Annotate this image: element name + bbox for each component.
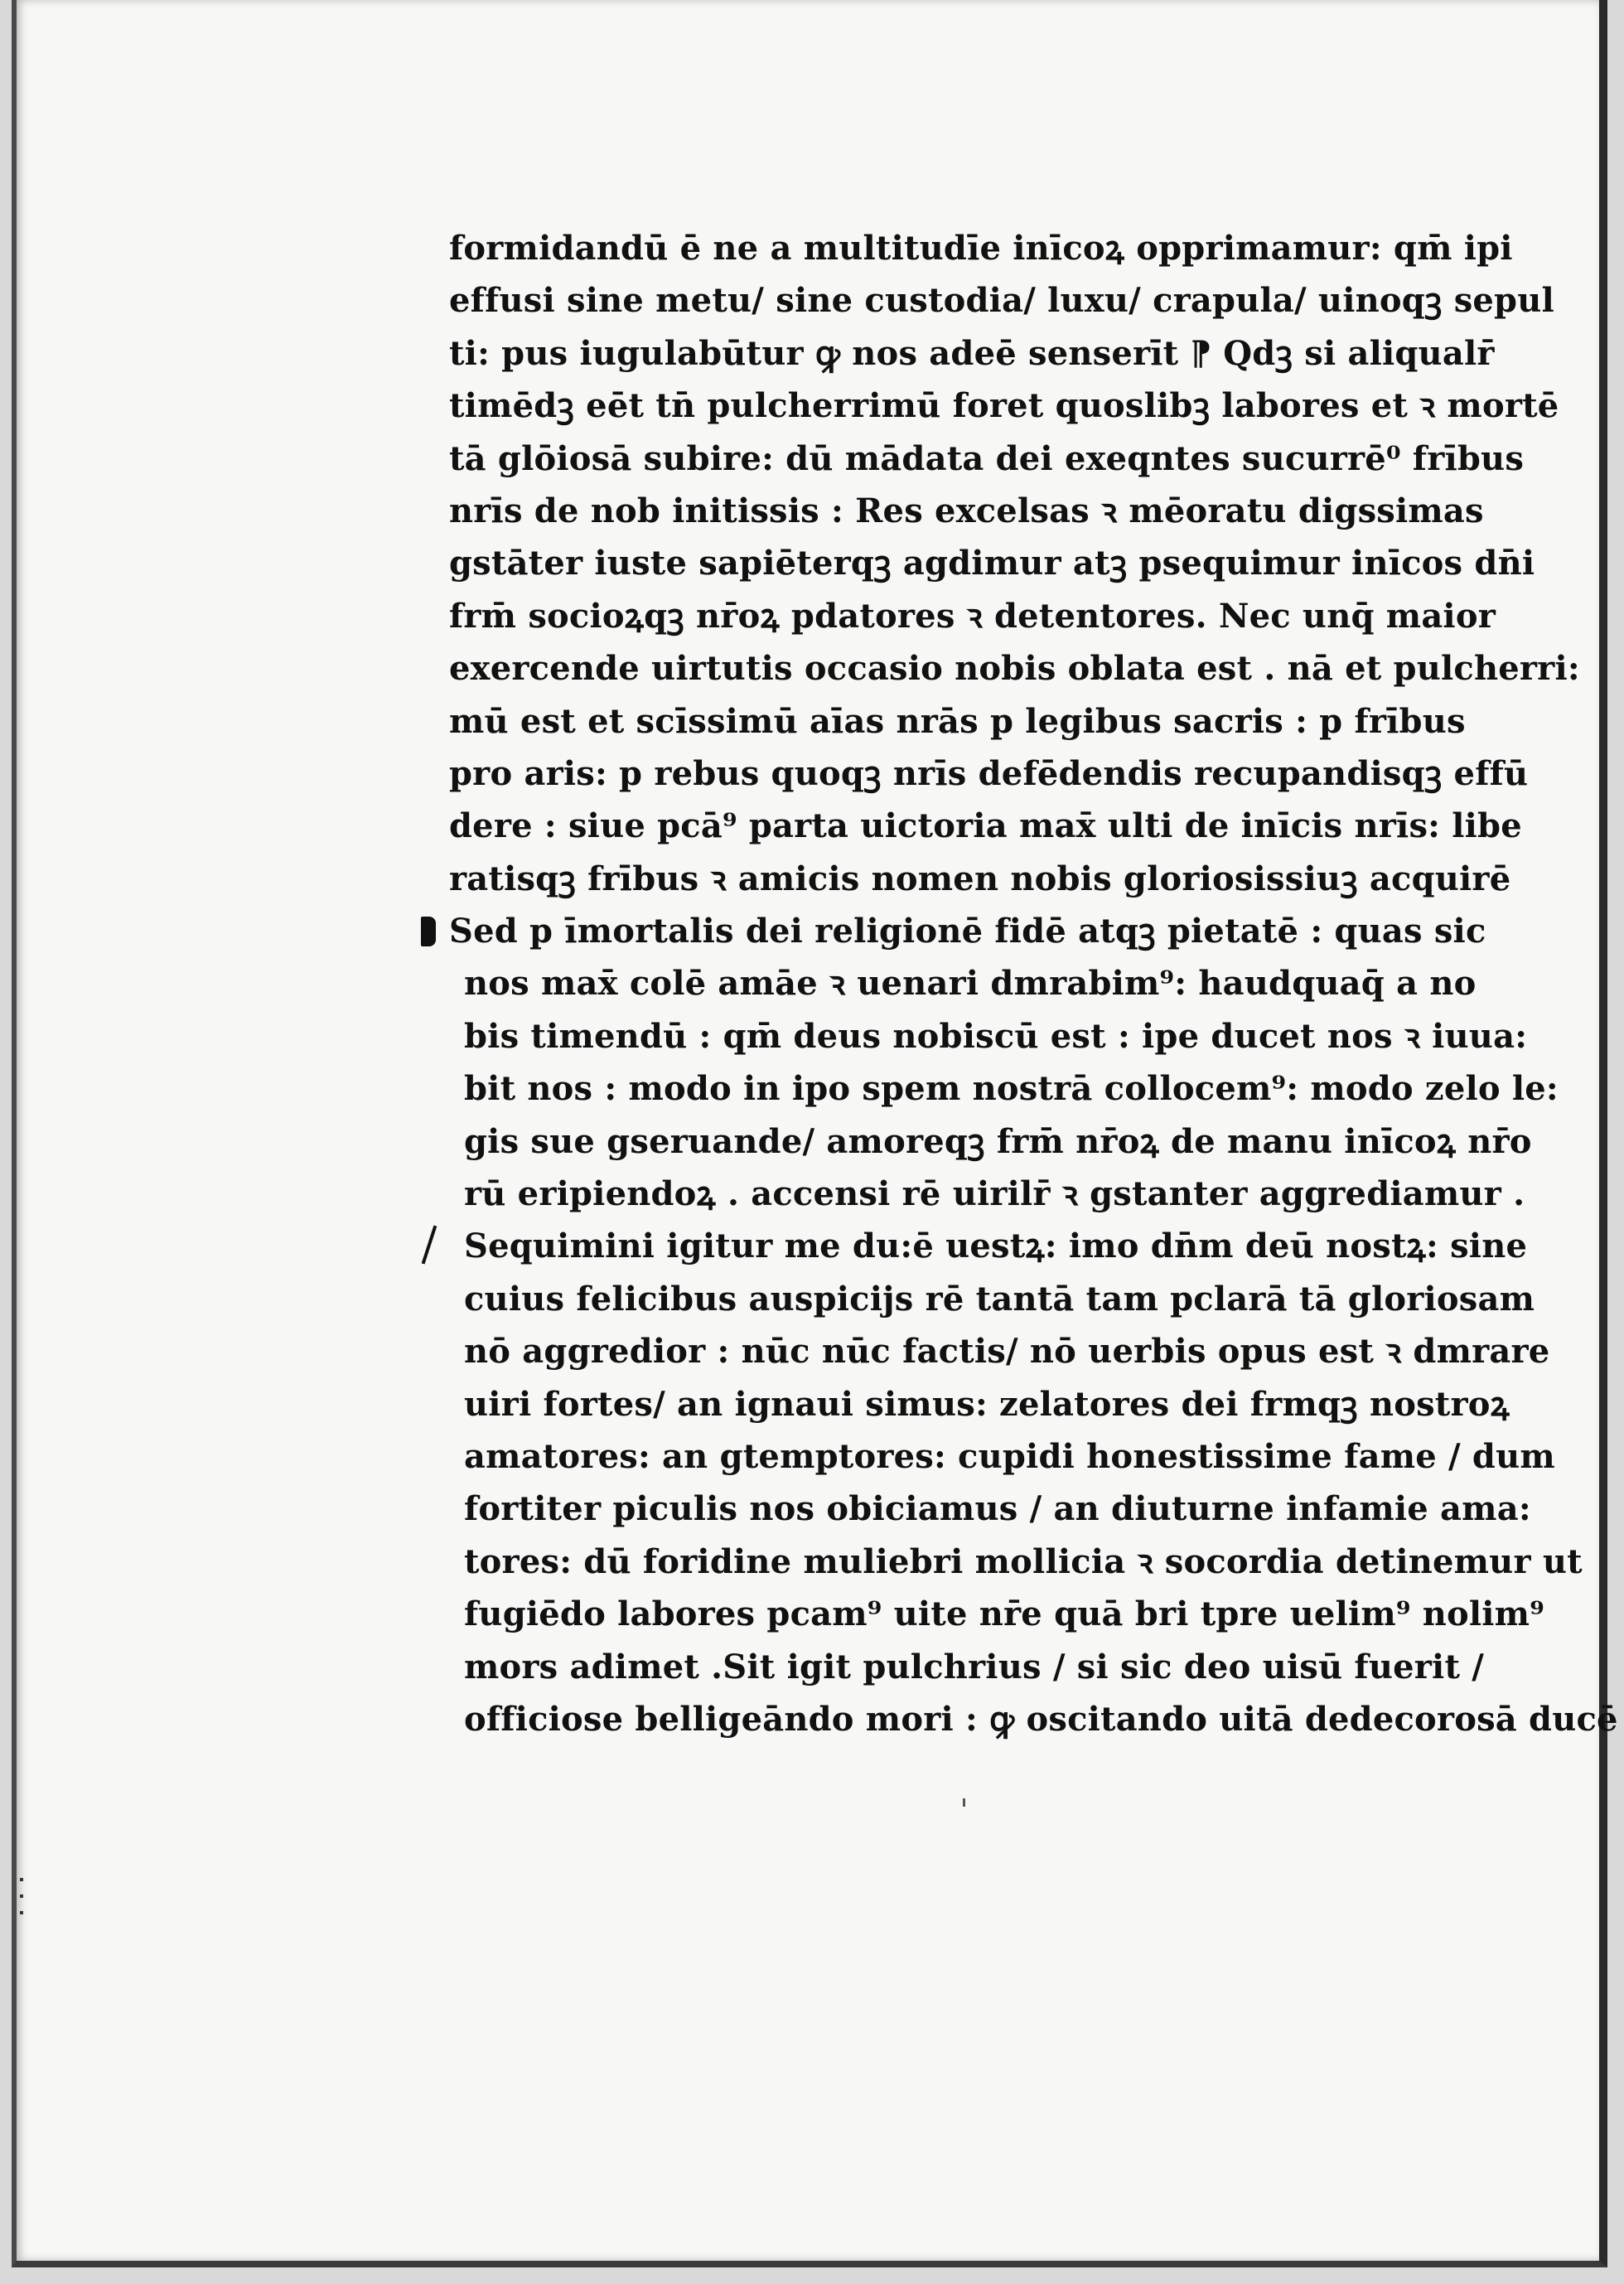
text-line: nrīs de nob initissis : Res excelsas ꝛ mēoratu digssimas [449, 491, 1484, 530]
text-line: tores: dū foridine muliebri mollicia ꝛ socordia detinemur ut [464, 1541, 1583, 1581]
text-line: tā glōiosā subire: dū mādata dei exeqntes sucurrē⁰ frībus [449, 438, 1525, 478]
text-line: fugiēdo labores pcam⁹ uite nr̄e quā bri tpre uelim⁹ nolim⁹ [464, 1594, 1544, 1634]
ink-speck [963, 1798, 965, 1807]
text-line: frm̄ socioꝝqꝫ nr̄oꝝ pdatores ꝛ detentores. Nec unq̄ maior [449, 596, 1496, 636]
gutter-dot [20, 1878, 23, 1881]
text-line: dere : siue pcā⁹ parta uictoria max̄ ulti de inīcis nrīs: libe [449, 806, 1522, 846]
text-line-content: Sequimini igitur me du:ē uestꝝ: imo dn̄m deū nostꝝ: sine [464, 1227, 1528, 1266]
text-line: effusi sine metu/ sine custodia/ luxu/ crapula/ uinoqꝫ sepul [449, 281, 1554, 321]
text-line: gstāter iuste sapiēterqꝫ agdimur atꝫ psequimur inīcos dn̄i [449, 544, 1535, 583]
manuscript-page [12, 0, 1618, 2267]
gutter-marks [17, 1865, 27, 1964]
text-line: uiri fortes/ an ignaui simus: zelatores dei frmqꝫ nostroꝝ [464, 1384, 1510, 1424]
text-line-paragraph-start [449, 1220, 1528, 1272]
text-line: mors adimet .Sit igit pulchrius / si sic deo uisū fuerit / [464, 1647, 1485, 1686]
text-line: pro aris: p rebus quoqꝫ nrīs defēdendis recupandisqꝫ effū [449, 753, 1529, 793]
text-line: rū eripiendoꝝ . accensi rē uirilr̄ ꝛ gstanter aggrediamur . [464, 1174, 1525, 1214]
text-line: nos max̄ colē amāe ꝛ uenari dmrabim⁹: haudquaq̄ a no [464, 964, 1477, 1004]
gutter-dot [20, 1894, 23, 1898]
text-line: mū est et scīssimū aīas nrās p legibus sacris : p frībus [449, 701, 1466, 741]
text-line: ti: pus iugulabūtur ꝙ nos adeē senserīt ⁋ Qdꝫ si aliqualr̄ [449, 333, 1495, 373]
gutter-dot [20, 1911, 23, 1914]
text-line-content: Sed p īmortalis dei religionē fidē atqꝫ pietatē : quas sic [449, 912, 1486, 951]
paragraph-mark [421, 917, 436, 946]
text-line: bit nos : modo in ipo spem nostrā collocem⁹: modo zelo le: [464, 1069, 1559, 1109]
text-line: amatores: an gtemptores: cupidi honestissime fame / dum [464, 1436, 1555, 1476]
text-block [449, 222, 1618, 1745]
text-line: nō aggredior : nūc nūc factis/ nō uerbis opus est ꝛ dmrare [464, 1332, 1550, 1372]
text-line: fortiter piculis nos obiciamus / an diuturne infamie ama: [464, 1489, 1531, 1529]
text-line: formidandū ē ne a multitudīe inīcoꝝ opprimamur: qm̄ ipi [449, 229, 1513, 268]
text-line: bis timendū : qm̄ deus nobiscū est : ipe ducet nos ꝛ iuua: [464, 1016, 1528, 1056]
text-line: ratisqꝫ frībus ꝛ amicis nomen nobis gloriosissiuꝫ acquirē [449, 859, 1511, 898]
text-line: gis sue gseruande/ amoreqꝫ frm̄ nr̄oꝝ de manu inīcoꝝ nr̄o [464, 1121, 1532, 1161]
text-line-paragraph-start [449, 905, 1486, 957]
text-line: officiose belligeāndo mori : ꝙ oscitando uitā dedecorosā ducē [464, 1699, 1618, 1739]
text-line: exercende uirtutis occasio nobis oblata est . nā et pulcherri: [449, 649, 1580, 689]
text-line: cuius felicibus auspicijs rē tantā tam pclarā tā gloriosam [464, 1279, 1535, 1319]
text-line: timēdꝫ eēt tn̄ pulcherrimū foret quoslibꝫ labores et ꝛ mortē [449, 386, 1559, 426]
paragraph-slash-mark [422, 1226, 437, 1265]
